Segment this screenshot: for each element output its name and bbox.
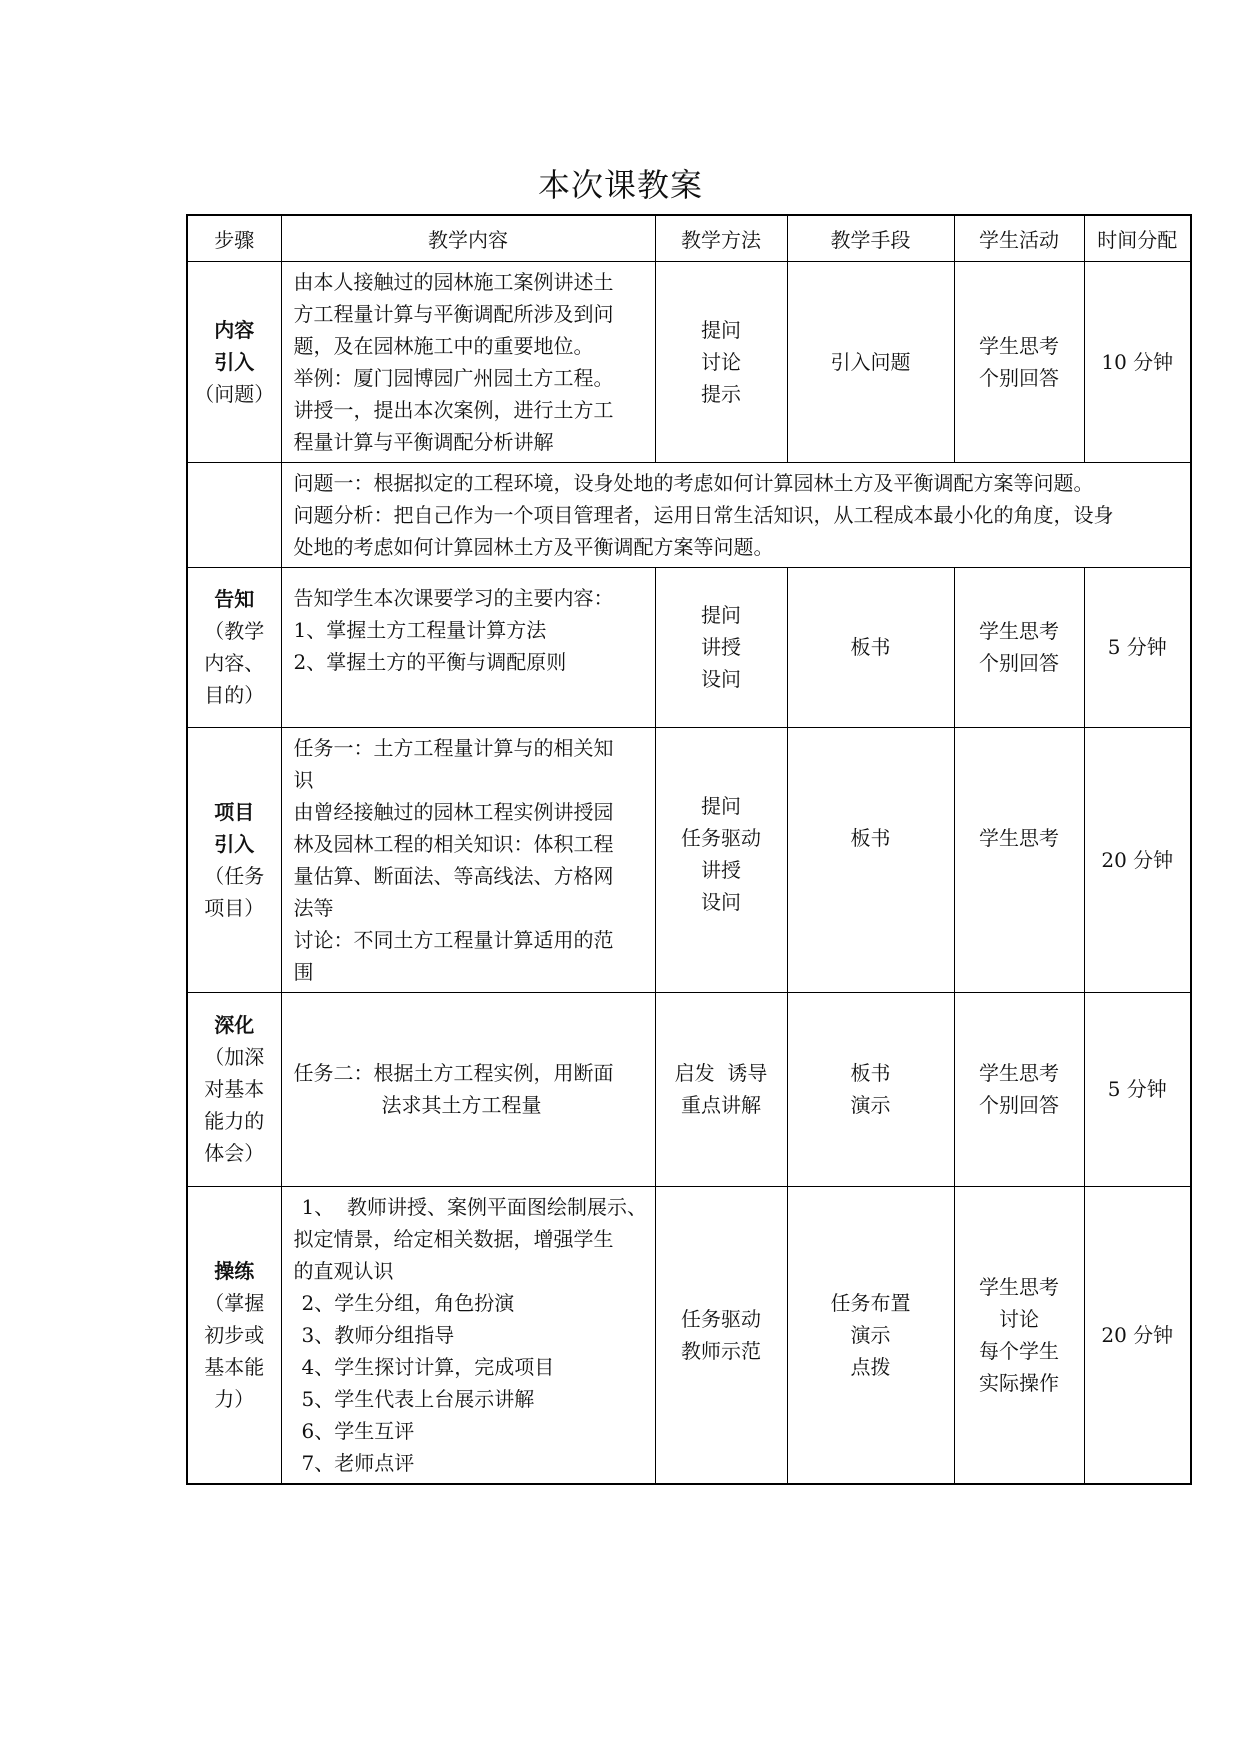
- lesson-plan-table: [186, 214, 1192, 1485]
- problem-line: 问题一：根据拟定的工程环境，设身处地的考虑如何计算园林土方及平衡调配方案等问题。: [293, 470, 1094, 495]
- content-line: 林及园林工程的相关知识：体积工程: [293, 831, 614, 856]
- step-cell: [187, 261, 281, 462]
- means-cell: [787, 567, 954, 727]
- content-line: 讨论：不同土方工程量计算适用的范: [293, 927, 614, 952]
- content-line: 任务二：根据土方工程实例，用断面: [293, 1061, 614, 1085]
- method-item: 提问: [701, 317, 741, 342]
- means-item: 点拨: [850, 1354, 891, 1379]
- problem-cell: [281, 462, 1191, 567]
- time-cell: 20 分钟: [1084, 727, 1191, 992]
- content-cell: [281, 567, 655, 727]
- activity-item: 学生思考: [979, 825, 1059, 850]
- content-line: 1、 教师讲授、案例平面图绘制展示、: [301, 1194, 647, 1219]
- content-line: 量估算、断面法、等高线法、方格网: [293, 863, 614, 888]
- content-line: 4、学生探讨计算，完成项目: [301, 1354, 555, 1379]
- content-line: 任务一：土方工程量计算与的相关知: [293, 735, 614, 760]
- means-item: 板书: [850, 635, 891, 659]
- method-cell: [655, 1186, 787, 1484]
- content-line: 由本人接触过的园林施工案例讲述土: [293, 269, 614, 294]
- content-line: 讲授一，提出本次案例，进行土方工: [293, 397, 614, 422]
- step-cell: [187, 567, 281, 727]
- content-line: 程量计算与平衡调配分析讲解: [293, 429, 554, 454]
- means-item: 任务布置: [830, 1290, 911, 1315]
- activity-cell: [954, 261, 1084, 462]
- content-line: 1、掌握土方工程量计算方法: [293, 617, 547, 642]
- step-subtitle: 基本能: [204, 1354, 265, 1379]
- means-item: 引入问题: [830, 349, 911, 374]
- content-line: 题，及在园林施工中的重要地位。: [293, 333, 594, 358]
- step-subtitle: 能力的: [204, 1109, 265, 1133]
- method-item: 启发 诱导: [674, 1061, 768, 1085]
- header-content: 教学内容: [281, 215, 655, 261]
- activity-item: 个别回答: [979, 1093, 1059, 1117]
- header-means: 教学手段: [787, 215, 954, 261]
- content-line: 由曾经接触过的园林工程实例讲授园: [293, 799, 614, 824]
- step-cell: [187, 992, 281, 1186]
- step-subtitle: （任务: [204, 863, 265, 888]
- content-line: 方工程量计算与平衡调配所涉及到问: [293, 301, 614, 326]
- method-item: 提示: [701, 381, 741, 406]
- method-item: 讲授: [701, 857, 741, 882]
- problem-line: 问题分析：把自己作为一个项目管理者，运用日常生活知识，从工程成本最小化的角度，设身: [293, 502, 1114, 527]
- step-subtitle: （加深: [204, 1045, 265, 1069]
- method-item: 教师示范: [681, 1338, 761, 1363]
- step-subtitle: 目的）: [204, 683, 265, 707]
- table-row: [187, 462, 1191, 567]
- content-cell: [281, 992, 655, 1186]
- time-cell: 10 分钟: [1084, 261, 1191, 462]
- activity-item: 学生思考: [979, 619, 1059, 643]
- activity-item: 每个学生: [979, 1338, 1059, 1363]
- table-row: [187, 992, 1191, 1186]
- problem-line: 处地的考虑如何计算园林土方及平衡调配方案等问题。: [293, 534, 774, 559]
- time-cell: 5 分钟: [1084, 992, 1191, 1186]
- header-method: 教学方法: [655, 215, 787, 261]
- table-row: [187, 261, 1191, 462]
- step-subtitle: 初步或: [204, 1322, 265, 1347]
- time-cell: 20 分钟: [1084, 1186, 1191, 1484]
- method-item: 重点讲解: [681, 1093, 761, 1117]
- means-cell: [787, 992, 954, 1186]
- means-item: 演示: [850, 1322, 891, 1347]
- step-subtitle: （掌握: [204, 1290, 265, 1315]
- step-subtitle: 内容、: [204, 651, 265, 675]
- step-subtitle: 项目）: [204, 895, 265, 920]
- header-time: 时间分配: [1084, 215, 1191, 261]
- method-cell: [655, 992, 787, 1186]
- step-title: 操练: [214, 1258, 255, 1283]
- means-cell: [787, 727, 954, 992]
- method-item: 任务驱动: [681, 825, 761, 850]
- method-cell: [655, 261, 787, 462]
- content-line: 7、老师点评: [301, 1450, 415, 1475]
- step-title: 引入: [214, 349, 255, 374]
- means-cell: [787, 261, 954, 462]
- content-line: 法求其土方工程量: [381, 1093, 542, 1117]
- step-cell: [187, 1186, 281, 1484]
- method-item: 讲授: [701, 635, 741, 659]
- activity-item: 讨论: [999, 1306, 1039, 1331]
- means-item: 板书: [850, 1061, 891, 1085]
- step-subtitle: （问题）: [194, 381, 275, 406]
- content-line: 2、学生分组，角色扮演: [301, 1290, 515, 1315]
- page-title: 本次课教案: [537, 166, 703, 204]
- step-subtitle: 力）: [214, 1386, 255, 1411]
- activity-cell: [954, 727, 1084, 992]
- means-item: 演示: [850, 1093, 891, 1117]
- content-cell: [281, 727, 655, 992]
- step-cell-empty: [187, 462, 281, 567]
- method-item: 任务驱动: [681, 1306, 761, 1331]
- table-row: [187, 727, 1191, 992]
- table-row: [187, 1186, 1191, 1484]
- activity-item: 个别回答: [979, 651, 1059, 675]
- method-cell: [655, 727, 787, 992]
- means-item: 板书: [850, 825, 891, 850]
- content-line: 拟定情景，给定相关数据，增强学生: [293, 1226, 614, 1251]
- content-line: 2、掌握土方的平衡与调配原则: [293, 649, 567, 674]
- step-title: 深化: [214, 1013, 255, 1037]
- activity-item: 学生思考: [979, 1061, 1059, 1085]
- header-step: 步骤: [187, 215, 281, 261]
- method-item: 设问: [701, 667, 741, 691]
- activity-item: 学生思考: [979, 333, 1059, 358]
- table-row: [187, 567, 1191, 727]
- header-row: [187, 215, 1191, 261]
- content-line: 围: [293, 959, 314, 984]
- time-cell: 5 分钟: [1084, 567, 1191, 727]
- header-activity: 学生活动: [954, 215, 1084, 261]
- content-line: 举例：厦门园博园广州园土方工程。: [293, 365, 614, 390]
- step-subtitle: （教学: [204, 619, 265, 643]
- step-title: 告知: [214, 587, 255, 611]
- step-cell: [187, 727, 281, 992]
- method-cell: [655, 567, 787, 727]
- method-item: 设问: [701, 889, 741, 914]
- content-cell: [281, 261, 655, 462]
- activity-cell: [954, 992, 1084, 1186]
- content-line: 告知学生本次课要学习的主要内容：: [293, 585, 614, 610]
- method-item: 讨论: [701, 349, 741, 374]
- content-line: 5、学生代表上台展示讲解: [301, 1386, 535, 1411]
- step-title: 内容: [214, 317, 255, 342]
- content-line: 的直观认识: [293, 1258, 394, 1283]
- activity-item: 个别回答: [979, 365, 1059, 390]
- content-line: 6、学生互评: [301, 1418, 415, 1443]
- content-line: 法等: [293, 895, 334, 920]
- content-line: 3、教师分组指导: [301, 1322, 455, 1347]
- step-subtitle: 对基本: [204, 1077, 265, 1101]
- activity-item: 实际操作: [979, 1370, 1059, 1395]
- activity-item: 学生思考: [979, 1274, 1059, 1299]
- content-line: 识: [293, 767, 314, 792]
- activity-cell: [954, 567, 1084, 727]
- method-item: 提问: [701, 603, 741, 627]
- activity-cell: [954, 1186, 1084, 1484]
- content-cell: [281, 1186, 655, 1484]
- step-title: 引入: [214, 831, 255, 856]
- method-item: 提问: [701, 793, 741, 818]
- step-title: 项目: [214, 799, 255, 824]
- step-subtitle: 体会）: [204, 1141, 265, 1165]
- means-cell: [787, 1186, 954, 1484]
